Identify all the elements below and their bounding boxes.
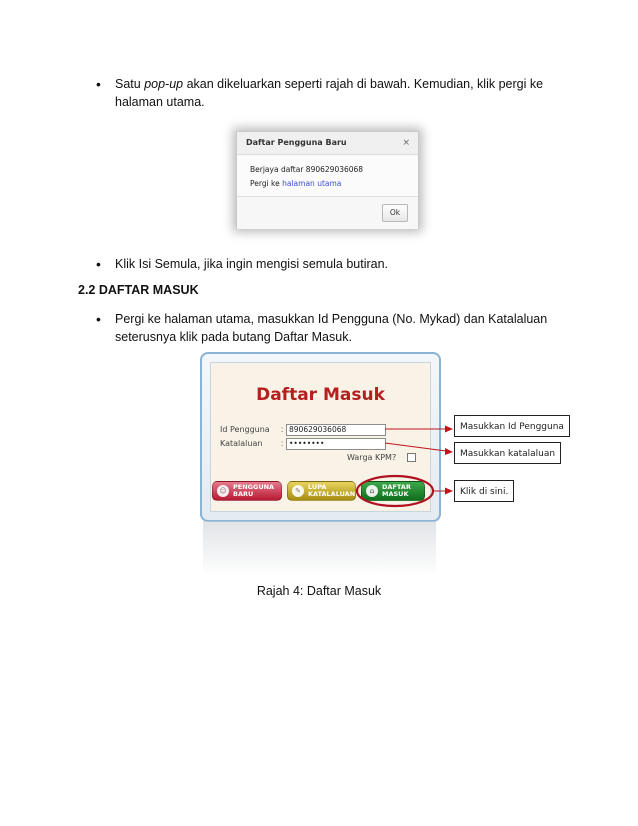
callout-password: Masukkan katalaluan [454,442,561,464]
user-icon: ☺ [217,485,229,497]
warga-kpm-label: Warga KPM? [347,453,397,462]
password-input[interactable]: •••••••• [286,438,386,450]
button-line1: LUPA [308,483,327,491]
id-input[interactable]: 890629036068 [286,424,386,436]
button-line2: MASUK [382,490,409,498]
ok-button[interactable]: Ok [382,204,408,222]
button-line2: BARU [233,490,254,498]
paragraph-text: Satu [115,77,145,91]
password-label: Katalaluan [220,439,263,448]
arrow-head-icon [445,448,453,455]
bullet-icon: • [96,76,101,92]
callout-click: Klik di sini. [454,480,514,502]
paragraph-text: akan dikeluarkan seperti rajah di bawah. Kemudian, klik pergi ke [183,77,544,91]
colon-text: : [281,425,284,434]
arrow-head-icon [445,488,453,495]
colon-text: : [281,439,284,448]
button-line1: PENGGUNA [233,483,275,491]
section-heading: 2.2 DAFTAR MASUK [78,283,199,297]
key-icon: ✎ [292,485,304,497]
popup-message: Berjaya daftar 890629036068 [250,165,364,174]
figure-caption: Rajah 4: Daftar Masuk [256,584,382,598]
login-title: Daftar Masuk [256,385,385,405]
paragraph-reset-instruction: Klik Isi Semula, jika ingin mengisi semula butiran. [115,257,389,271]
popup-goto-prefix: Pergi ke [250,179,283,188]
home-link[interactable]: halaman utama [282,179,342,188]
bullet-icon: • [96,256,101,272]
arrow-head-icon [445,426,453,433]
callout-id: Masukkan Id Pengguna [454,415,570,437]
id-label: Id Pengguna [220,425,270,434]
paragraph-line2: seterusnya klik pada butang Daftar Masuk. [115,330,352,344]
emphasis-text: pop-up [144,77,184,91]
highlight-ellipse [357,476,433,506]
paragraph-line2: halaman utama. [115,95,205,109]
paragraph-login-instruction: Pergi ke halaman utama, masukkan Id Pengguna (No. Mykad) dan Katalaluan [115,312,548,326]
bullet-icon: • [96,311,101,327]
popup-title: Daftar Pengguna Baru [237,132,418,155]
lock-icon: ⌂ [366,485,378,497]
password-arrow-line [385,443,446,451]
button-line1: DAFTAR [382,483,411,491]
button-line2: KATALALUAN [308,490,356,498]
close-icon[interactable]: × [402,138,410,148]
